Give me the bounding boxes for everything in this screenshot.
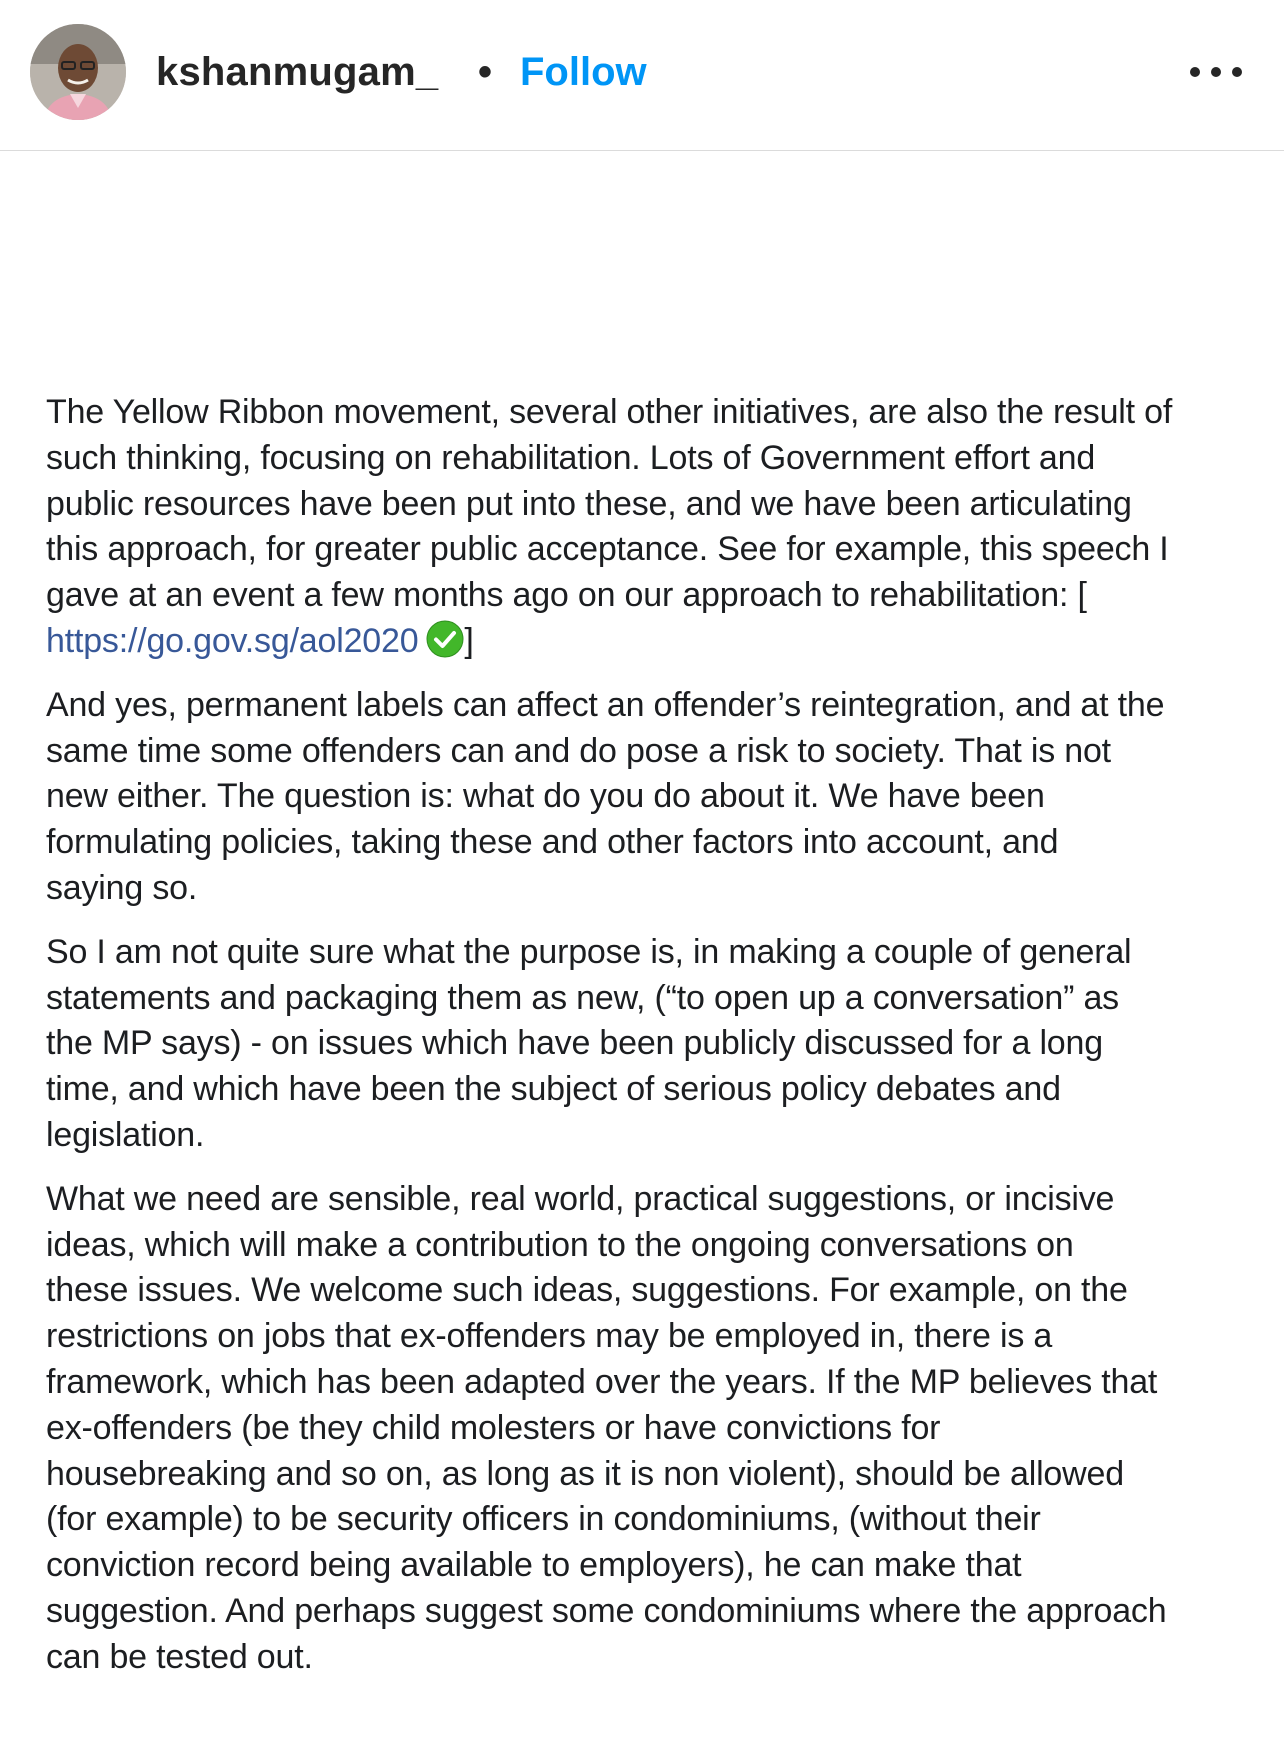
more-dot [1190, 67, 1200, 77]
link-line [46, 619, 1246, 665]
text-line: ex-offenders (be they child molesters or have convictions for [46, 1408, 941, 1447]
text-line: new either. The question is: what do you do about it. We have been [46, 777, 1045, 816]
text-line: housebreaking and so on, as long as it is non violent), should be allowed [46, 1454, 1124, 1493]
avatar[interactable] [30, 24, 126, 120]
text-line: framework, which has been adapted over the years. If the MP believes that [46, 1362, 1158, 1401]
follow-button[interactable]: Follow [520, 50, 647, 94]
text-line: formulating policies, taking these and other factors into account, and [46, 823, 1059, 862]
paragraph-1 [46, 390, 1246, 665]
paragraph-2 [46, 683, 1246, 912]
text-line: suggestion. And perhaps suggest some condominiums where the approach [46, 1591, 1167, 1630]
text-line: The Yellow Ribbon movement, several other initiatives, are also the result of [46, 393, 1173, 431]
text-line: public resources have been put into these, and we have been articulating [46, 484, 1132, 523]
username[interactable]: kshanmugam_ [156, 50, 439, 94]
profile-avatar-image [30, 24, 126, 120]
text-line: What we need are sensible, real world, practical suggestions, or incisive [46, 1179, 1115, 1218]
more-dot [1211, 67, 1221, 77]
text-line: statements and packaging them as new, (“to open up a conversation” as [46, 978, 1119, 1017]
text-line: can be tested out. [46, 1637, 313, 1676]
separator-dot: • [478, 50, 493, 94]
post-body-text [46, 390, 1246, 1699]
text-line: the MP says) - on issues which have been publicly discussed for a long [46, 1024, 1103, 1063]
more-dot [1232, 67, 1242, 77]
text-line: such thinking, focusing on rehabilitation. Lots of Government effort and [46, 438, 1096, 477]
text-line: conviction record being available to employers), he can make that [46, 1546, 1022, 1585]
speech-link[interactable]: https://go.gov.sg/aol2020 [46, 621, 419, 660]
text-line: these issues. We welcome such ideas, suggestions. For example, on the [46, 1271, 1128, 1310]
paragraph-4 [46, 1177, 1246, 1681]
text-line: gave at an event a few months ago on our approach to rehabilitation: [ [46, 576, 1087, 615]
post-image [0, 152, 1284, 1742]
text-line: same time some offenders can and do pose a risk to society. That is not [46, 731, 1111, 770]
post-header [0, 0, 1284, 151]
link-suffix: ] [464, 621, 474, 660]
text-line: And yes, permanent labels can affect an offender’s reintegration, and at the [46, 685, 1165, 724]
text-line: this approach, for greater public acceptance. See for example, this speech I [46, 530, 1169, 569]
text-line: time, and which have been the subject of serious policy debates and [46, 1070, 1061, 1109]
verified-check-icon [426, 620, 464, 658]
text-line: ideas, which will make a contribution to the ongoing conversations on [46, 1225, 1074, 1264]
text-line: saying so. [46, 868, 198, 907]
more-horizontal-icon[interactable] [1190, 58, 1242, 86]
text-line: (for example) to be security officers in condominiums, (without their [46, 1500, 1041, 1539]
text-line: restrictions on jobs that ex-offenders may be employed in, there is a [46, 1317, 1053, 1356]
text-line: So I am not quite sure what the purpose is, in making a couple of general [46, 932, 1132, 971]
paragraph-3 [46, 930, 1246, 1159]
text-line: legislation. [46, 1115, 205, 1154]
